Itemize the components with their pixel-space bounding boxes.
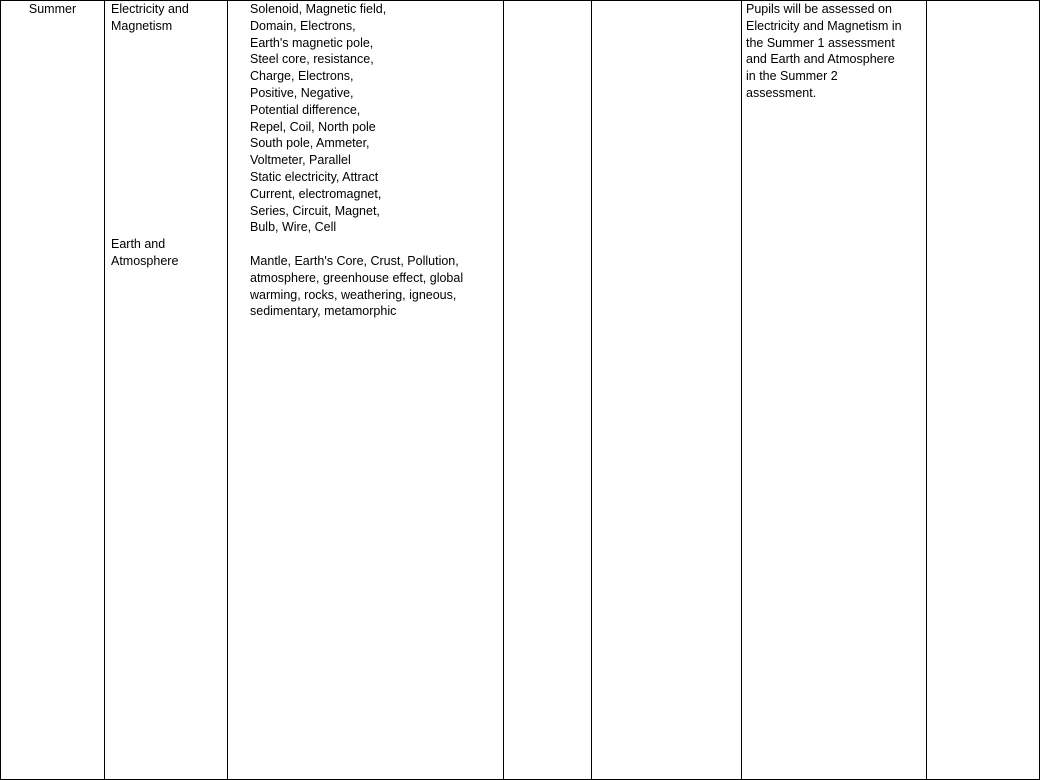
topic-line: Earth and: [111, 237, 166, 252]
assessment-line: in the Summer 2: [746, 69, 838, 84]
keyword-line: warming, rocks, weathering, igneous,: [250, 287, 457, 302]
keyword-line: Steel core, resistance,: [250, 52, 374, 67]
topic-line: Atmosphere: [111, 253, 179, 268]
keyword-line: Positive, Negative,: [250, 85, 354, 100]
keywords-gap: [250, 236, 503, 253]
keyword-line: Mantle, Earth's Core, Crust, Pollution,: [250, 253, 459, 268]
keyword-line: Potential difference,: [250, 102, 361, 117]
keywords-cell: [228, 0, 503, 780]
topic-gap: [111, 35, 227, 237]
assessment-line: Pupils will be assessed on: [746, 2, 892, 16]
term-label: Summer: [28, 2, 77, 16]
term-cell: [1, 0, 104, 780]
keyword-line: sedimentary, metamorphic: [250, 304, 397, 319]
empty-cell: [504, 0, 591, 780]
keyword-line: Earth's magnetic pole,: [250, 35, 374, 50]
keywords-electricity-magnetism: [250, 1, 503, 236]
topic-cell: [105, 0, 227, 780]
keywords-earth-atmosphere: [250, 253, 503, 320]
empty-cell: [592, 0, 741, 780]
topic-electricity-magnetism: [111, 1, 227, 35]
assessment-line: and Earth and Atmosphere: [746, 52, 895, 67]
keyword-line: Domain, Electrons,: [250, 18, 356, 33]
topic-line: Magnetism: [111, 18, 173, 33]
assessment-line: assessment.: [746, 85, 817, 100]
keyword-line: South pole, Ammeter,: [250, 136, 370, 151]
keyword-line: Current, electromagnet,: [250, 186, 382, 201]
assessment-cell: [742, 0, 926, 780]
keyword-line: Static electricity, Attract: [250, 169, 379, 184]
keyword-line: Series, Circuit, Magnet,: [250, 203, 380, 218]
keyword-line: Repel, Coil, North pole: [250, 119, 376, 134]
keyword-line: atmosphere, greenhouse effect, global: [250, 270, 464, 285]
assessment-line: Electricity and Magnetism in: [746, 18, 902, 33]
topic-line: Electricity and: [111, 2, 189, 16]
keyword-line: Charge, Electrons,: [250, 69, 354, 84]
empty-cell: [927, 0, 1039, 780]
keyword-line: Bulb, Wire, Cell: [250, 220, 337, 235]
keyword-line: Solenoid, Magnetic field,: [250, 2, 387, 16]
assessment-line: the Summer 1 assessment: [746, 35, 895, 50]
topic-earth-atmosphere: [111, 236, 227, 270]
keyword-line: Voltmeter, Parallel: [250, 153, 351, 168]
